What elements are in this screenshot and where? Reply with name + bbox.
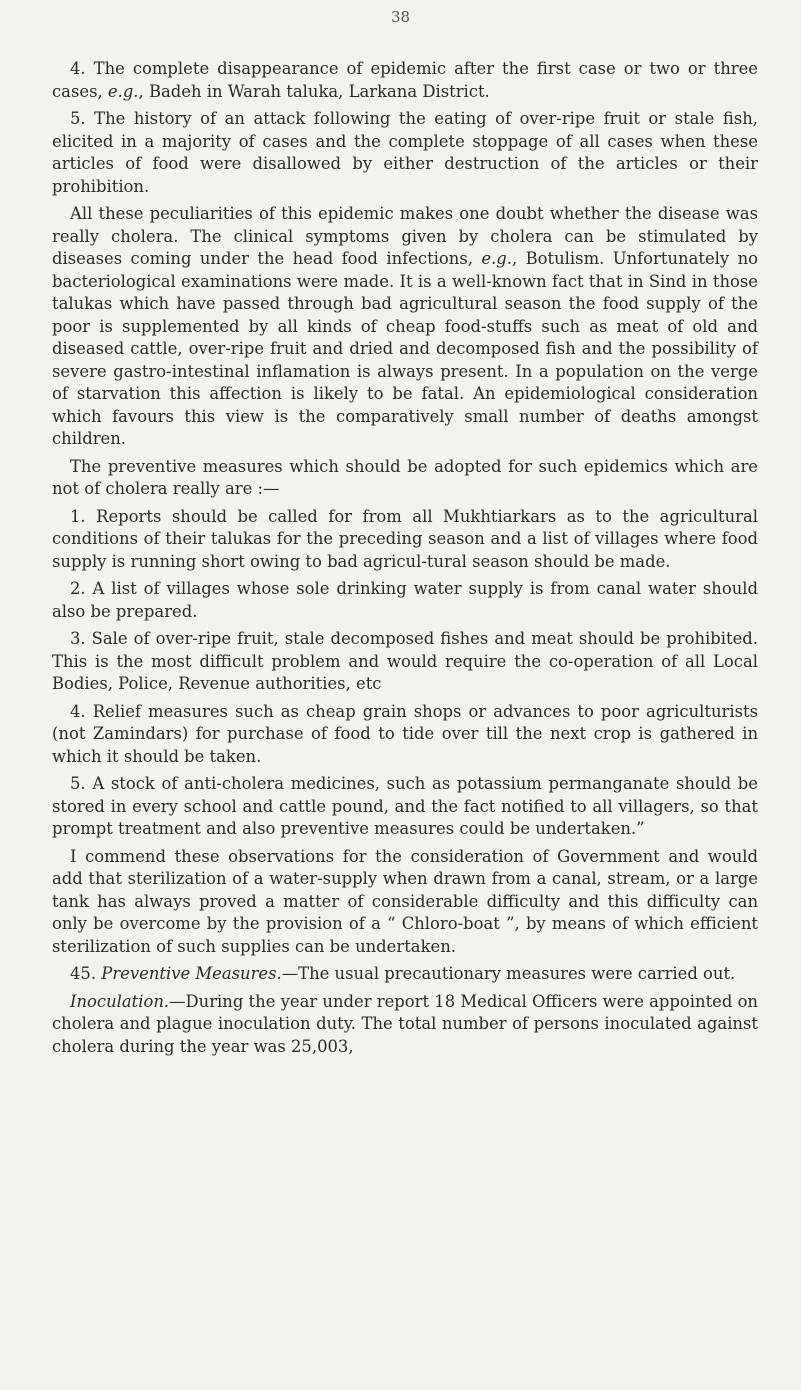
paragraph-measure-3: 3. Sale of over-ripe fruit, stale decomposed fishes and meat should be prohibited. This is the most difficult problem and would require the co-operation of all Local Bodies, Police, Revenue authorities, etc [52,629,758,693]
paragraph-measure-2: 2. A list of villages whose sole drinking water supply is from canal water should also be prepared. [52,579,758,621]
page-number: 38 [390,8,411,26]
paragraph-measure-5: 5. A stock of anti-cholera medicines, such as potassium permanganate should be stored in every school and cattle pound, and the fact notified to all villagers, so that prompt treatment and also preventive measures could be undertaken.” [52,774,758,838]
paragraph-peculiarities: All these peculiarities of this epidemic makes one doubt whether the disease was really cholera. The clinical symptoms given by cholera can be stimulated by diseases coming under the head food infections, e.g., Botulism. Unfortunately no bacteriological examinations were made. It is a well-known fact that in Sind in those talukas which have passed through bad agricultural season the food supply of the poor is supplemented by all kinds of cheap food-stuffs such as meat of old and diseased cattle, over-ripe fruit and dried and decomposed fish and the possibility of severe gastro-intestinal inflamation is always present. In a population on the verge of starvation this affection is likely to be fatal. An epidemiological consideration which favours this view is the comparatively small number of deaths amongst children. [52,204,758,448]
paragraph-point-4: 4. The complete disappearance of epidemic after the first case or two or three cases, e.g., Badeh in Warah taluka, Larkana District. [52,59,758,101]
section-heading: Preventive Measures. [101,964,282,983]
paragraph-measure-4: 4. Relief measures such as cheap grain shops or advances to poor agriculturists (not Zamindars) for purchase of food to tide over till the next crop is gathered in which it should be taken. [52,701,758,766]
paragraph-measure-1: 1. Reports should be called for from all Mukhtiarkars as to the agricultural conditions of their talukas for the preceding season and a list of villages where food supply is running short owing to bad agricul-tural season should be made. [52,506,758,571]
paragraph-45-preventive-measures: 45. Preventive Measures.—The usual precautionary measures were carried out. [70,964,736,983]
section-heading: Inoculation. [70,991,170,1011]
paragraph-preventive-intro: The preventive measures which should be adopted for such epidemics which are not of cholera really are :— [52,456,758,498]
paragraph-point-5: 5. The history of an attack following the eating of over-ripe fruit or stale fish, elicited in a majority of cases and the complete stoppage of all cases when these articles of food were disallowed by either destruction of the articles or their prohibition. [52,109,758,196]
paragraph-inoculation: Inoculation.—During the year under report 18 Medical Officers were appointed on cholera and plague inoculation duty. The total number of persons inoculated against cholera during the year was 25,003, [52,991,758,1056]
paragraph-commendation: I commend these observations for the consideration of Government and would add that sterilization of a water-supply when drawn from a canal, stream, or a large tank has always proved a matter of considerable difficulty and this difficulty can only be overcome by the provision of a “ Chloro-boat ”, by means of which efficient sterilization of such supplies can be undertaken. [52,846,758,956]
document-body [52,58,758,1058]
